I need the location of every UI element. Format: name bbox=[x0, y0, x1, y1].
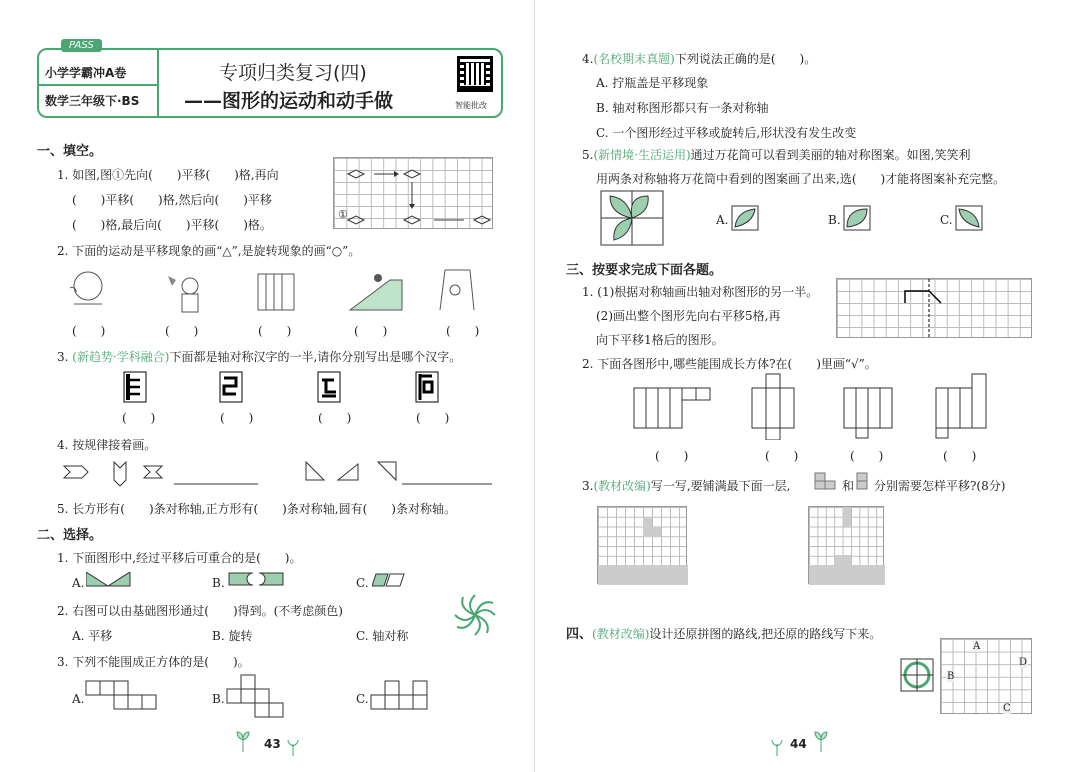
section-1-heading: 一、填空。 bbox=[37, 144, 103, 159]
q3-blank-1[interactable]: ( ) bbox=[122, 411, 156, 425]
net-1 bbox=[634, 388, 710, 428]
qr-caption: 智能批改 bbox=[455, 101, 487, 110]
puzzle-piece-d[interactable]: D bbox=[1019, 657, 1028, 668]
q3-blank-2[interactable]: ( ) bbox=[220, 411, 254, 425]
puzzle-piece-c[interactable]: C bbox=[1003, 703, 1011, 714]
r-q4-opt-b[interactable]: B. 轴对称图形都只有一条对称轴 bbox=[596, 101, 769, 115]
q5-text: 5. 长方形有( )条对称轴,正方形有( )条对称轴,圆有( )条对称轴。 bbox=[57, 502, 456, 516]
puzzle-piece-a[interactable]: A bbox=[973, 641, 981, 652]
s2-q3-net-b bbox=[226, 674, 284, 718]
book-grade: 数学三年级下·BS bbox=[45, 94, 140, 108]
qr-code-icon[interactable] bbox=[457, 56, 493, 92]
r-q5-num: 5. bbox=[582, 148, 594, 162]
s2-q2-opt-c[interactable]: C. 轴对称 bbox=[356, 629, 409, 643]
r-q4-opt-c[interactable]: C. 一个图形经过平移或旋转后,形状没有发生改变 bbox=[596, 126, 857, 140]
net-3 bbox=[844, 388, 892, 438]
q2-blank-5[interactable]: ( ) bbox=[446, 324, 480, 338]
header-divider bbox=[39, 84, 157, 86]
s3-q3-num: 3. bbox=[582, 479, 594, 493]
q3-blank-4[interactable]: ( ) bbox=[416, 411, 450, 425]
s3-q2-blank-3[interactable]: ( ) bbox=[850, 449, 884, 463]
s3-q3-text bbox=[582, 477, 790, 494]
s4-num: 四、 bbox=[566, 627, 593, 642]
s2-q3-opt-b[interactable]: B. bbox=[212, 692, 225, 706]
section-4-heading bbox=[566, 623, 881, 642]
s3-q2-blank-4[interactable]: ( ) bbox=[943, 449, 977, 463]
s3-q2-blank-1[interactable]: ( ) bbox=[655, 449, 689, 463]
section-3-heading: 三、按要求完成下面各题。 bbox=[566, 263, 723, 278]
r-q5-piece-a bbox=[731, 205, 759, 231]
s3-q3-tag: (教材改编) bbox=[593, 479, 651, 493]
s3-q1-line3: 向下平移1格后的图形。 bbox=[596, 333, 724, 347]
q4-pattern bbox=[62, 458, 522, 488]
q2-text: 2. 下面的运动是平移现象的画“△”,是旋转现象的画“○”。 bbox=[57, 244, 361, 258]
s3-q3-grid-left bbox=[597, 506, 687, 584]
half-char-2 bbox=[220, 372, 242, 402]
sliding-door-icon bbox=[258, 274, 294, 310]
page-number-left: 43 bbox=[264, 737, 281, 751]
s2-q1-opt-c[interactable]: C. bbox=[356, 576, 369, 590]
r-q5-body: 通过万花筒可以看到美丽的轴对称图案。如图,笑笑利 bbox=[690, 148, 971, 162]
s2-q1-shape-a bbox=[86, 572, 132, 588]
q1-line3: ( )格,最后向( )平移( )格。 bbox=[72, 218, 272, 232]
section-2-heading: 二、选择。 bbox=[37, 528, 103, 543]
page-title: 专项归类复习(四) bbox=[219, 62, 367, 84]
s3-q3-piece-2 bbox=[856, 472, 872, 490]
sprout-icon bbox=[770, 734, 784, 756]
s2-q3-opt-a[interactable]: A. bbox=[72, 692, 85, 706]
q2-blank-1[interactable]: ( ) bbox=[72, 324, 106, 338]
s3-q2-text: 2. 下面各图形中,哪些能围成长方体?在( )里画“√”。 bbox=[582, 357, 877, 371]
q1-grid bbox=[333, 157, 493, 229]
page-header bbox=[37, 40, 503, 118]
q2-blank-3[interactable]: ( ) bbox=[258, 324, 292, 338]
r-q5-line2: 用两条对称轴将万花筒中看到的图案画了出来,选( )才能将图案补充完整。 bbox=[596, 172, 1006, 186]
sprout-icon bbox=[286, 734, 300, 756]
s2-q1-text: 1. 下面图形中,经过平移后可重合的是( )。 bbox=[57, 551, 302, 565]
sprout-icon bbox=[236, 730, 250, 752]
r-q4-body: 下列说法正确的是( )。 bbox=[674, 52, 817, 66]
kaleidoscope-figure bbox=[600, 190, 664, 246]
q3-body: 下面都是轴对称汉字的一半,请你分别写出是哪个汉字。 bbox=[169, 350, 462, 364]
s3-q3-end: 分别需要怎样平移?(8分) bbox=[874, 479, 1006, 493]
child-pinwheel-icon bbox=[168, 276, 198, 312]
swing-icon bbox=[440, 270, 474, 310]
q3-half-characters bbox=[110, 370, 450, 406]
book-title: 小学学霸冲A卷 bbox=[45, 66, 127, 80]
r-q5-opt-b[interactable]: B. bbox=[828, 213, 841, 227]
s2-q1-shape-b bbox=[227, 572, 287, 588]
r-q4-num: 4. bbox=[582, 52, 594, 66]
q2-blank-2[interactable]: ( ) bbox=[165, 324, 199, 338]
q2-pictures bbox=[60, 266, 520, 318]
r-q5-piece-b bbox=[843, 205, 871, 231]
s3-q3-piece-1 bbox=[814, 472, 838, 490]
page-number-right: 44 bbox=[790, 737, 807, 751]
s3-q1-line1: 1. (1)根据对称轴画出轴对称图形的另一半。 bbox=[582, 285, 819, 299]
half-char-3 bbox=[318, 372, 340, 402]
s2-q2-text: 2. 右图可以由基础图形通过( )得到。(不考虑颜色) bbox=[57, 604, 343, 618]
q2-blank-4[interactable]: ( ) bbox=[354, 324, 388, 338]
q1-line1: 1. 如图,图①先向( )平移( )格,再向 bbox=[57, 168, 279, 182]
s2-q1-shape-c bbox=[372, 572, 406, 588]
header-book-box bbox=[39, 40, 159, 116]
s2-q2-opt-a[interactable]: A. 平移 bbox=[72, 629, 113, 643]
s4-tag: (教材改编) bbox=[592, 627, 650, 641]
s4-body: 设计还原拼图的路线,把还原的路线写下来。 bbox=[649, 627, 882, 641]
r-q5-line1 bbox=[582, 146, 970, 163]
s4-puzzle-grid bbox=[940, 638, 1032, 714]
s2-q2-opt-b[interactable]: B. 旋转 bbox=[212, 629, 253, 643]
q4-text: 4. 按规律接着画。 bbox=[57, 438, 157, 452]
s3-q1-line2: (2)画出整个图形先向右平移5格,再 bbox=[596, 309, 781, 323]
q1-line2: ( )平移( )格,然后向( )平移 bbox=[72, 193, 272, 207]
q3-text: 3. (新趋势·学科融合)下面都是轴对称汉字的一半,请你分别写出是哪个汉字。 bbox=[57, 350, 462, 364]
r-q4-text bbox=[582, 50, 816, 67]
q3-tag: (新趋势·学科融合) bbox=[72, 350, 170, 364]
r-q4-tag: (名校期末真题) bbox=[593, 52, 675, 66]
q1-grid-shapes bbox=[334, 158, 494, 230]
q1-figure-label: ① bbox=[338, 208, 348, 221]
half-char-4 bbox=[416, 372, 438, 402]
s2-q3-opt-c[interactable]: C. bbox=[356, 692, 369, 706]
q3-blank-3[interactable]: ( ) bbox=[318, 411, 352, 425]
s2-q3-net-c bbox=[370, 680, 428, 712]
s2-q3-net-a bbox=[85, 680, 157, 712]
r-q5-opt-a[interactable]: A. bbox=[716, 213, 729, 227]
sprout-icon bbox=[814, 730, 828, 752]
r-q5-opt-c[interactable]: C. bbox=[940, 213, 953, 227]
s3-q2-nets bbox=[630, 372, 1000, 440]
r-q4-opt-a[interactable]: A. 拧瓶盖是平移现象 bbox=[596, 76, 709, 90]
r-q5-tag: (新情境·生活运用) bbox=[593, 148, 691, 162]
half-char-1 bbox=[124, 372, 146, 402]
r-q5-piece-c bbox=[955, 205, 983, 231]
s2-q1-opt-a[interactable]: A. bbox=[72, 576, 85, 590]
s3-q3-grid-right bbox=[808, 506, 884, 584]
puzzle-piece-b[interactable]: B bbox=[947, 671, 955, 682]
pinwheel-figure-icon bbox=[452, 592, 498, 638]
s3-q2-blank-2[interactable]: ( ) bbox=[765, 449, 799, 463]
s2-q1-opt-b[interactable]: B. bbox=[212, 576, 225, 590]
s3-q3-body: 写一写,要铺满最下面一层, bbox=[650, 479, 791, 493]
brand-badge: PASS bbox=[61, 39, 102, 52]
net-2 bbox=[752, 374, 794, 440]
net-4 bbox=[936, 374, 986, 438]
globe-icon bbox=[70, 272, 102, 304]
puzzle-target-icon bbox=[900, 658, 934, 692]
s3-q3-and: 和 bbox=[842, 479, 855, 493]
s3-q1-grid bbox=[836, 278, 1032, 338]
page-subtitle: ——图形的运动和动手做 bbox=[184, 90, 394, 112]
escalator-icon bbox=[350, 274, 402, 310]
s2-q3-text: 3. 下列不能围成正方体的是( )。 bbox=[57, 655, 250, 669]
